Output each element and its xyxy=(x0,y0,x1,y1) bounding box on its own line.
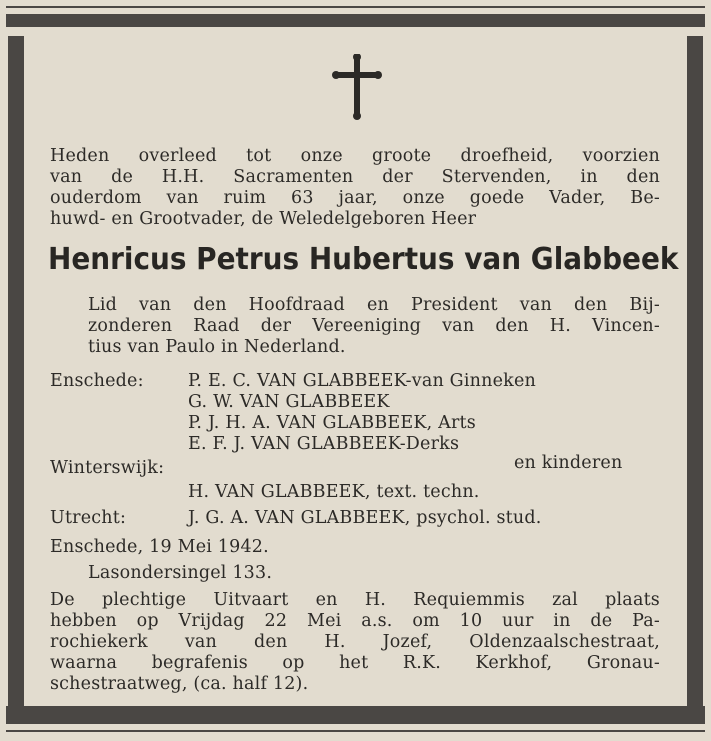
intro-line: huwd- en Grootvader, de Weledelgeboren Heer xyxy=(50,209,477,229)
top-border-rule xyxy=(6,14,705,27)
mourner-name: G. W. VAN GLABBEEK xyxy=(188,392,390,412)
mourner-name: H. VAN GLABBEEK, text. techn. xyxy=(188,482,480,502)
location-label-utrecht: Utrecht: xyxy=(50,508,127,528)
right-border-rule xyxy=(687,36,703,708)
description-line: Lid van den Hoofdraad en President van den Bij- xyxy=(88,295,660,315)
funeral-line: waarna begrafenis op het R.K. Kerkhof, Gronau- xyxy=(50,653,660,673)
left-border-rule xyxy=(8,36,24,708)
funeral-line: schestraatweg, (ca. half 12). xyxy=(50,674,309,694)
funeral-line: De plechtige Uitvaart en H. Requiemmis zal plaats xyxy=(50,590,660,610)
mourner-name: P. J. H. A. VAN GLABBEEK, Arts xyxy=(188,413,476,433)
mourner-name: P. E. C. VAN GLABBEEK-van Ginneken xyxy=(188,371,536,391)
funeral-line: rochiekerk van den H. Jozef, Oldenzaalschestraat, xyxy=(50,632,660,652)
description-line: zonderen Raad der Vereeniging van den H. Vincen- xyxy=(88,316,660,336)
en-kinderen-text: en kinderen xyxy=(514,453,623,473)
intro-line: ouderdom van ruim 63 jaar, onze goede Vader, Be- xyxy=(50,188,660,208)
intro-line: van de H.H. Sacramenten der Stervenden, in den xyxy=(50,167,660,187)
bottom-border-rule xyxy=(6,706,705,724)
deceased-name: Henricus Petrus Hubertus van Glabbeek xyxy=(48,242,679,277)
address: Lasondersingel 133. xyxy=(88,563,273,583)
description-line: tius van Paulo in Nederland. xyxy=(88,337,346,357)
funeral-line: hebben op Vrijdag 22 Mei a.s. om 10 uur in de Pa- xyxy=(50,611,660,631)
top-thin-rule xyxy=(6,6,705,8)
location-label-enschede: Enschede: xyxy=(50,371,144,391)
latin-cross-icon xyxy=(332,54,382,120)
mourner-name: J. G. A. VAN GLABBEEK, psychol. stud. xyxy=(188,508,542,528)
bottom-thin-rule xyxy=(6,730,705,732)
location-label-winterswijk: Winterswijk: xyxy=(50,458,165,478)
mourner-name: E. F. J. VAN GLABBEEK-Derks xyxy=(188,434,460,454)
intro-line: Heden overleed tot onze groote droefheid, voorzien xyxy=(50,146,660,166)
place-date: Enschede, 19 Mei 1942. xyxy=(50,537,269,557)
